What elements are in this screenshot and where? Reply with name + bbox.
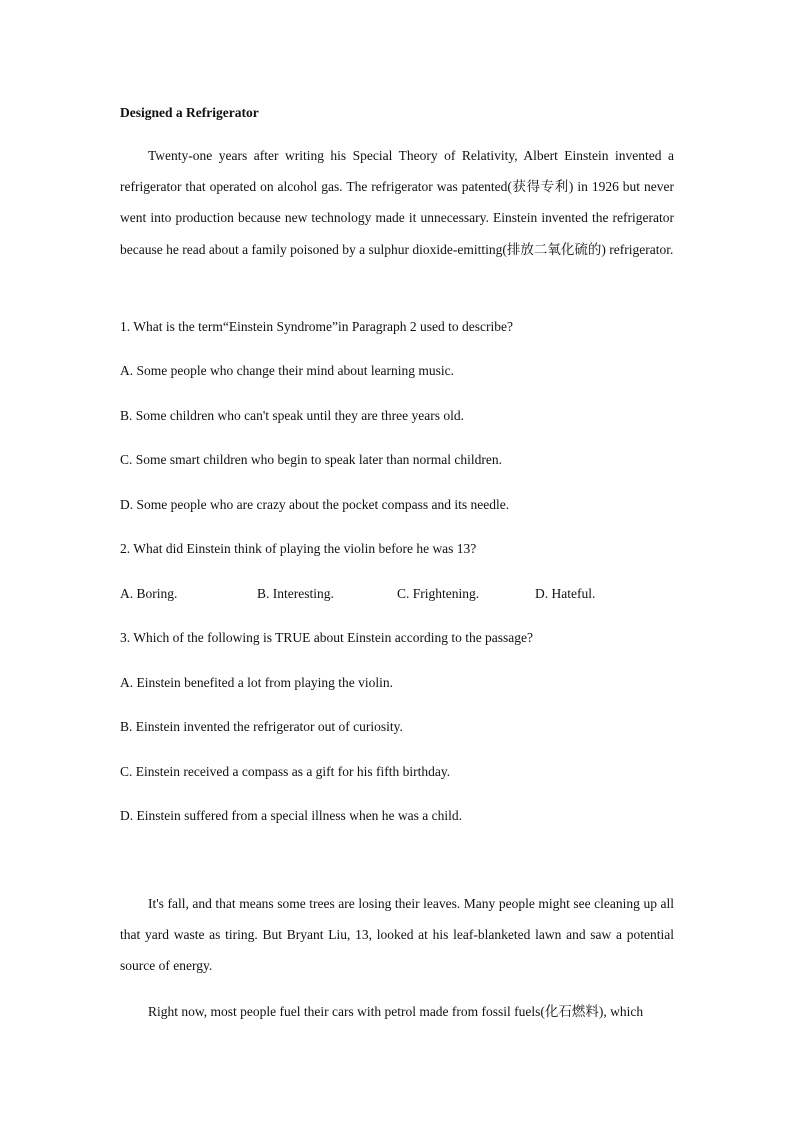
question-3-option-d: D. Einstein suffered from a special illness when he was a child. (120, 808, 463, 823)
question-1-stem: 1. What is the term“Einstein Syndrome”in Paragraph 2 used to describe? (120, 319, 514, 334)
question-3-option-c: C. Einstein received a compass as a gift for his fifth birthday. (120, 764, 451, 779)
question-1-option-a: A. Some people who change their mind about learning music. (120, 363, 455, 378)
question-1-option-d: D. Some people who are crazy about the pocket compass and its needle. (120, 497, 510, 512)
question-2-option-b: B. Interesting. (257, 586, 334, 601)
question-2-option-d: D. Hateful. (535, 586, 596, 601)
question-2-option-a: A. Boring. (120, 586, 178, 601)
question-1-option-c: C. Some smart children who begin to speak later than normal children. (120, 452, 503, 467)
question-2-options (120, 585, 674, 603)
passage-2-paragraph-2: Right now, most people fuel their cars with petrol made from fossil fuels(化石燃料), which (148, 1004, 644, 1019)
question-3-option-a: A. Einstein benefited a lot from playing the violin. (120, 675, 393, 690)
question-2-stem: 2. What did Einstein think of playing the violin before he was 13? (120, 541, 477, 556)
passage-title: Designed a Refrigerator (120, 105, 259, 120)
passage-1-paragraph: Twenty-one years after writing his Special Theory of Relativity, Albert Einstein invented a refrigerator that operated on alcohol gas. The refrigerator was patented(获得专利) in 1926 but never went into production because new technology made it unnecessary. Einstein invented the refrigerator because he read about a family poisoned by a sulphur dioxide-emitting(排放二氧化硫的) refrigerator. (120, 148, 674, 257)
question-3-stem: 3. Which of the following is TRUE about Einstein according to the passage? (120, 630, 534, 645)
question-3-option-b: B. Einstein invented the refrigerator out of curiosity. (120, 719, 403, 734)
question-1-option-b: B. Some children who can't speak until they are three years old. (120, 408, 464, 423)
question-2-option-c: C. Frightening. (397, 586, 480, 601)
passage-2-paragraph-1: It's fall, and that means some trees are losing their leaves. Many people might see cleaning up all that yard waste as tiring. But Bryant Liu, 13, looked at his leaf-blanketed lawn and saw a potential source of energy. (120, 896, 674, 974)
